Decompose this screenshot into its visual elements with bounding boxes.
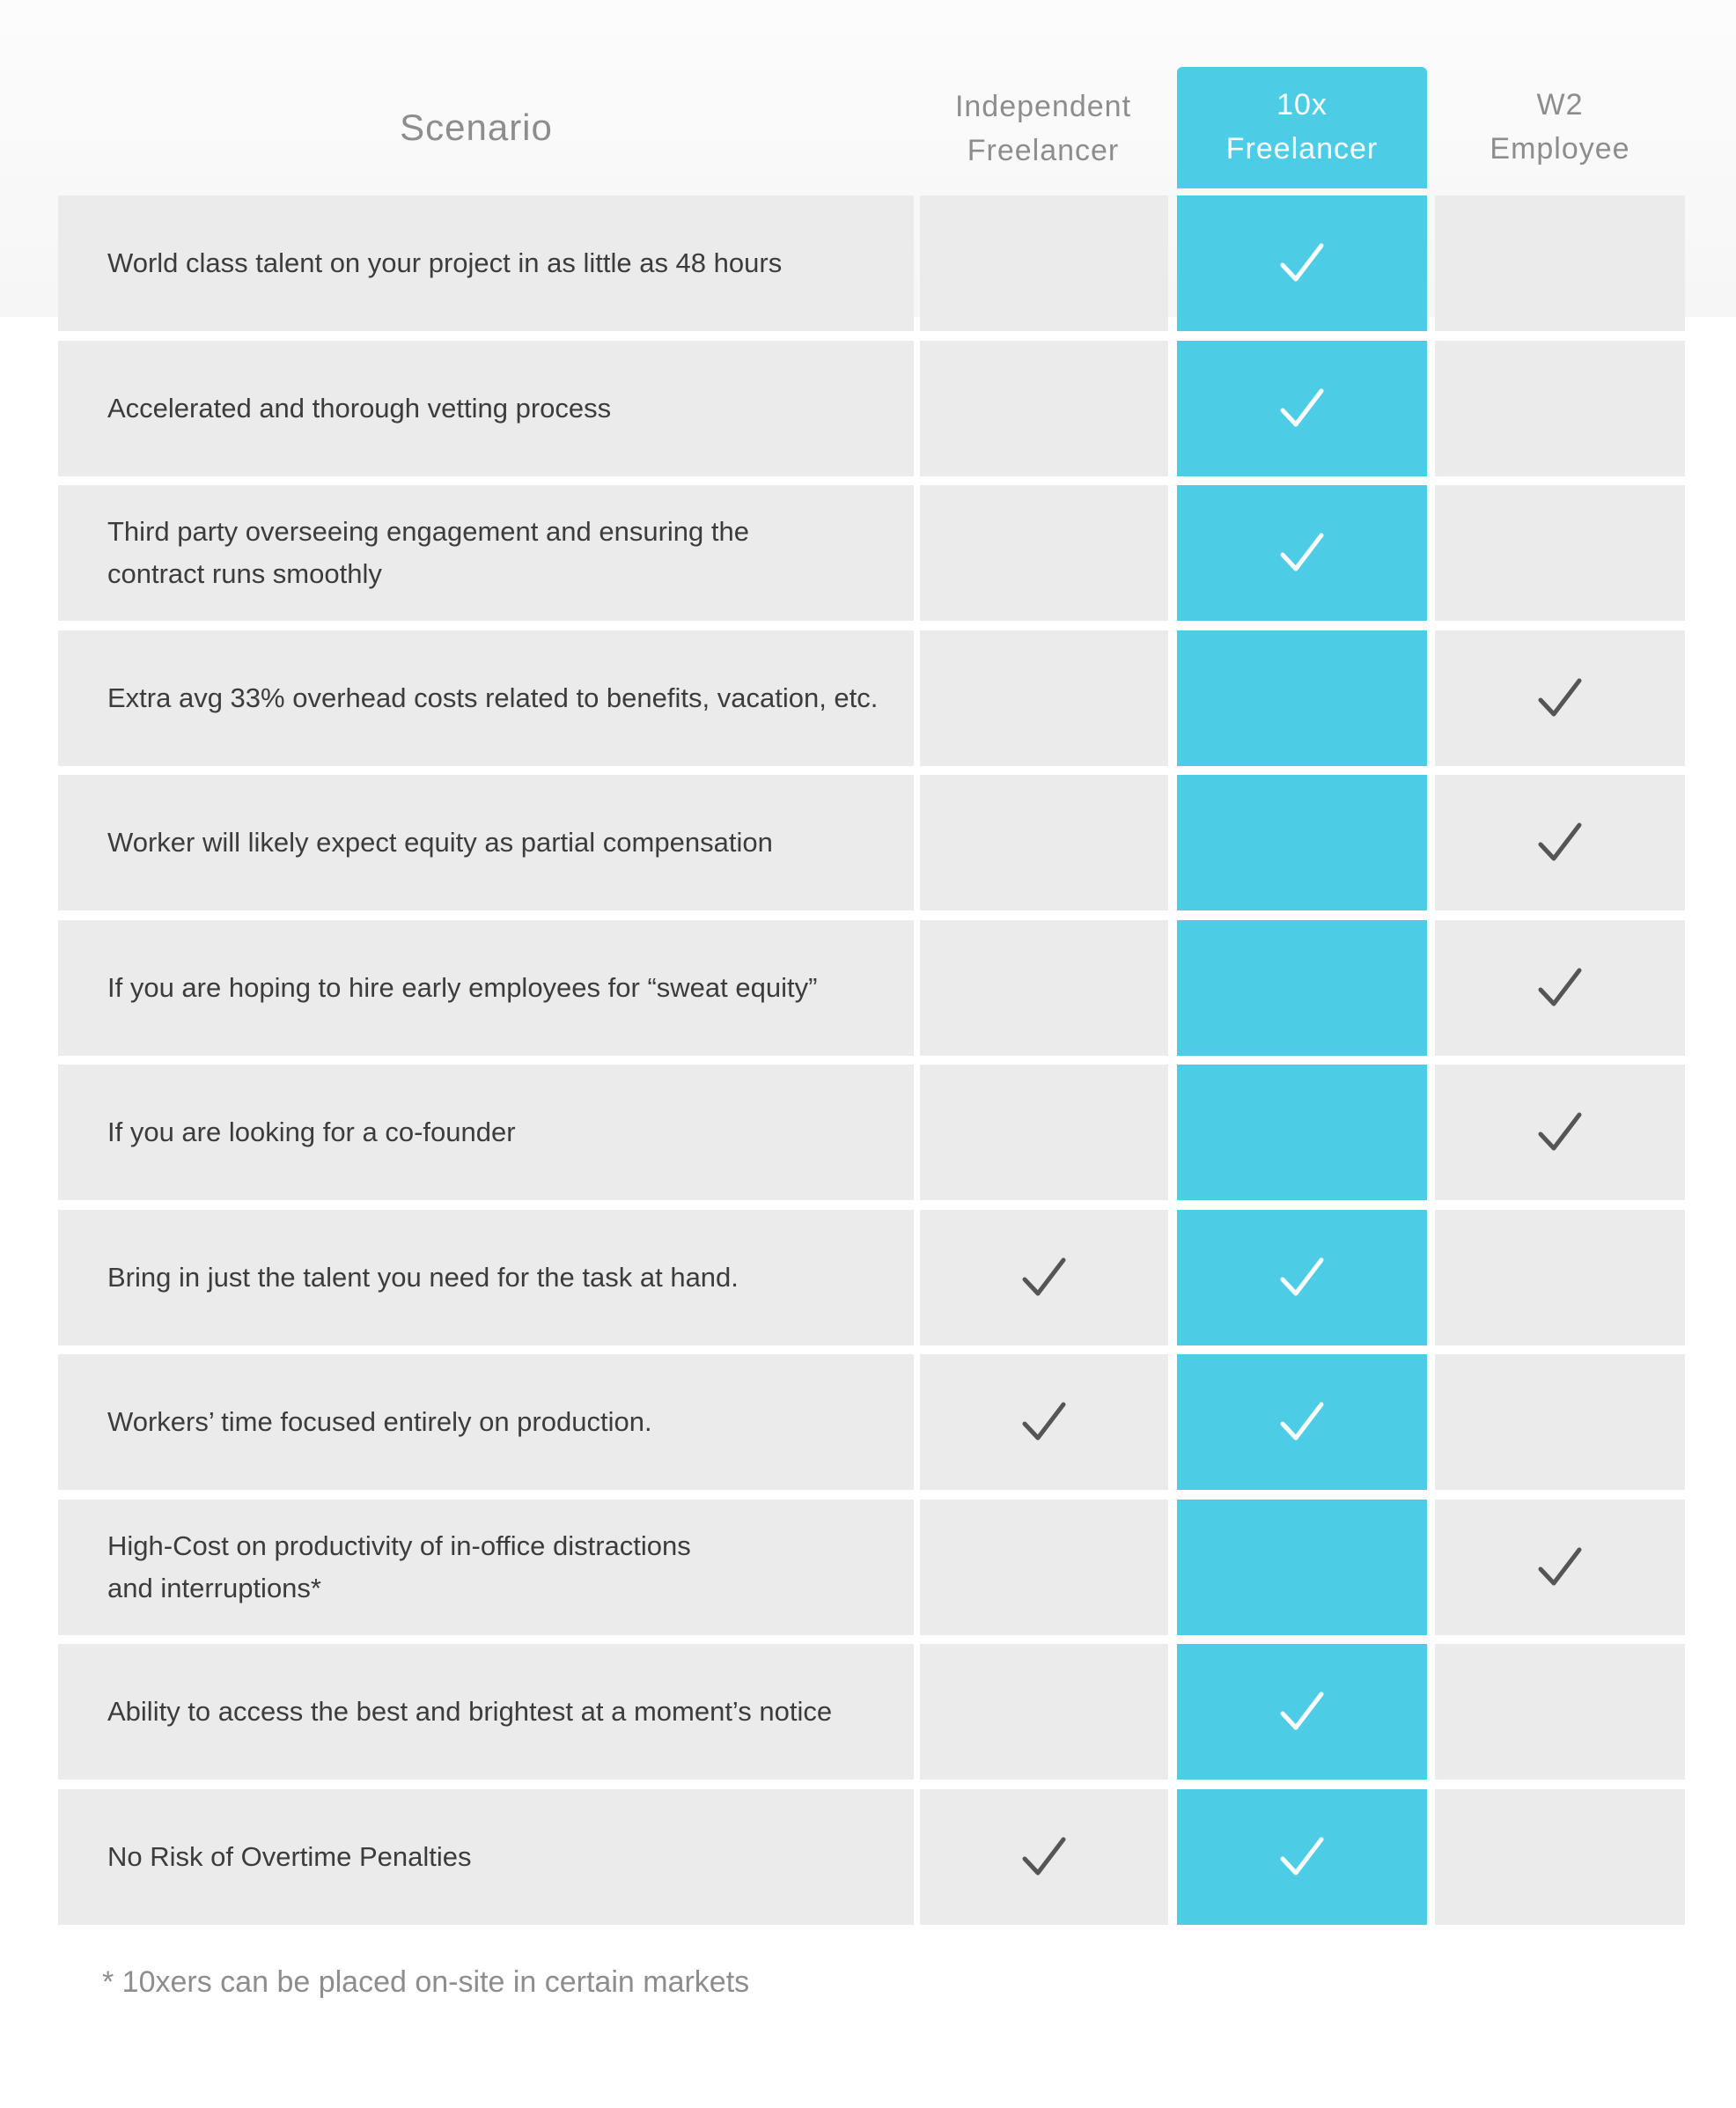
header-independent-line1: Independent (954, 90, 1132, 123)
row-2-w2-cell (1435, 341, 1685, 476)
row-11-independent-cell (920, 1644, 1168, 1780)
row-4-independent-cell (920, 630, 1168, 766)
row-3-w2-cell (1435, 485, 1685, 621)
header-w2-line1: W2 (1536, 88, 1584, 122)
row-10-scenario-text: High-Cost on productivity of in-office distractions and interruptions* (107, 1530, 691, 1603)
header-10x-freelancer (1177, 83, 1427, 171)
row-12-tenx-check-icon (1276, 1831, 1328, 1883)
row-2-scenario-text: Accelerated and thorough vetting process (107, 393, 612, 424)
header-independent-line2: Freelancer (967, 134, 1120, 167)
row-5-tenx-cell (1177, 775, 1427, 910)
header-scenario (58, 79, 894, 176)
row-2-tenx-check-icon (1276, 382, 1328, 435)
row-12-w2-cell (1435, 1789, 1685, 1925)
row-8-scenario-text: Bring in just the talent you need for the task at hand. (107, 1262, 739, 1293)
row-6-scenario-text: If you are hoping to hire early employees for “sweat equity” (107, 972, 818, 1003)
row-12-scenario-text: No Risk of Overtime Penalties (107, 1841, 472, 1872)
row-1-independent-cell (920, 195, 1168, 331)
row-10-tenx-cell (1177, 1500, 1427, 1635)
row-7-tenx-cell (1177, 1065, 1427, 1200)
row-11-scenario-text: Ability to access the best and brightest at a moment’s notice (107, 1696, 833, 1727)
row-8-w2-cell (1435, 1210, 1685, 1345)
row-4-w2-check-icon (1534, 672, 1586, 725)
row-3-independent-cell (920, 485, 1168, 621)
row-9-independent-check-icon (1018, 1396, 1070, 1448)
row-4-scenario-text: Extra avg 33% overhead costs related to benefits, vacation, etc. (107, 682, 879, 713)
row-5-scenario-text: Worker will likely expect equity as partial compensation (107, 827, 773, 858)
header-10x-line1: 10x (1276, 88, 1328, 122)
row-7-independent-cell (920, 1065, 1168, 1200)
row-10-w2-check-icon (1534, 1541, 1586, 1594)
row-7-w2-check-icon (1534, 1106, 1586, 1159)
row-12-independent-check-icon (1018, 1831, 1070, 1883)
row-4-tenx-cell (1177, 630, 1427, 766)
row-1-scenario-text: World class talent on your project in as little as 48 hours (107, 247, 783, 278)
footnote: * 10xers can be placed on-site in certain markets (102, 1965, 750, 1999)
row-2-independent-cell (920, 341, 1168, 476)
header-10x-line2: Freelancer (1225, 132, 1379, 166)
row-8-tenx-check-icon (1276, 1251, 1328, 1304)
header-w2-employee (1435, 83, 1685, 171)
row-9-w2-cell (1435, 1354, 1685, 1490)
row-5-w2-check-icon (1534, 816, 1586, 869)
row-3-scenario-text: Third party overseeing engagement and ensuring the contract runs smoothly (107, 516, 749, 589)
row-9-tenx-check-icon (1276, 1396, 1328, 1448)
header-w2-line2: Employee (1490, 132, 1630, 166)
row-8-independent-check-icon (1018, 1251, 1070, 1304)
header-independent-freelancer (920, 85, 1166, 173)
row-10-independent-cell (920, 1500, 1168, 1635)
row-6-w2-check-icon (1534, 962, 1586, 1014)
row-5-independent-cell (920, 775, 1168, 910)
row-9-scenario-text: Workers’ time focused entirely on production. (107, 1406, 652, 1437)
row-1-tenx-check-icon (1276, 237, 1328, 290)
row-6-independent-cell (920, 920, 1168, 1056)
row-11-w2-cell (1435, 1644, 1685, 1780)
row-3-tenx-check-icon (1276, 527, 1328, 579)
row-11-tenx-check-icon (1276, 1685, 1328, 1738)
row-7-scenario-text: If you are looking for a co-founder (107, 1117, 516, 1147)
row-6-tenx-cell (1177, 920, 1427, 1056)
row-1-w2-cell (1435, 195, 1685, 331)
header-scenario-label: Scenario (400, 107, 553, 148)
